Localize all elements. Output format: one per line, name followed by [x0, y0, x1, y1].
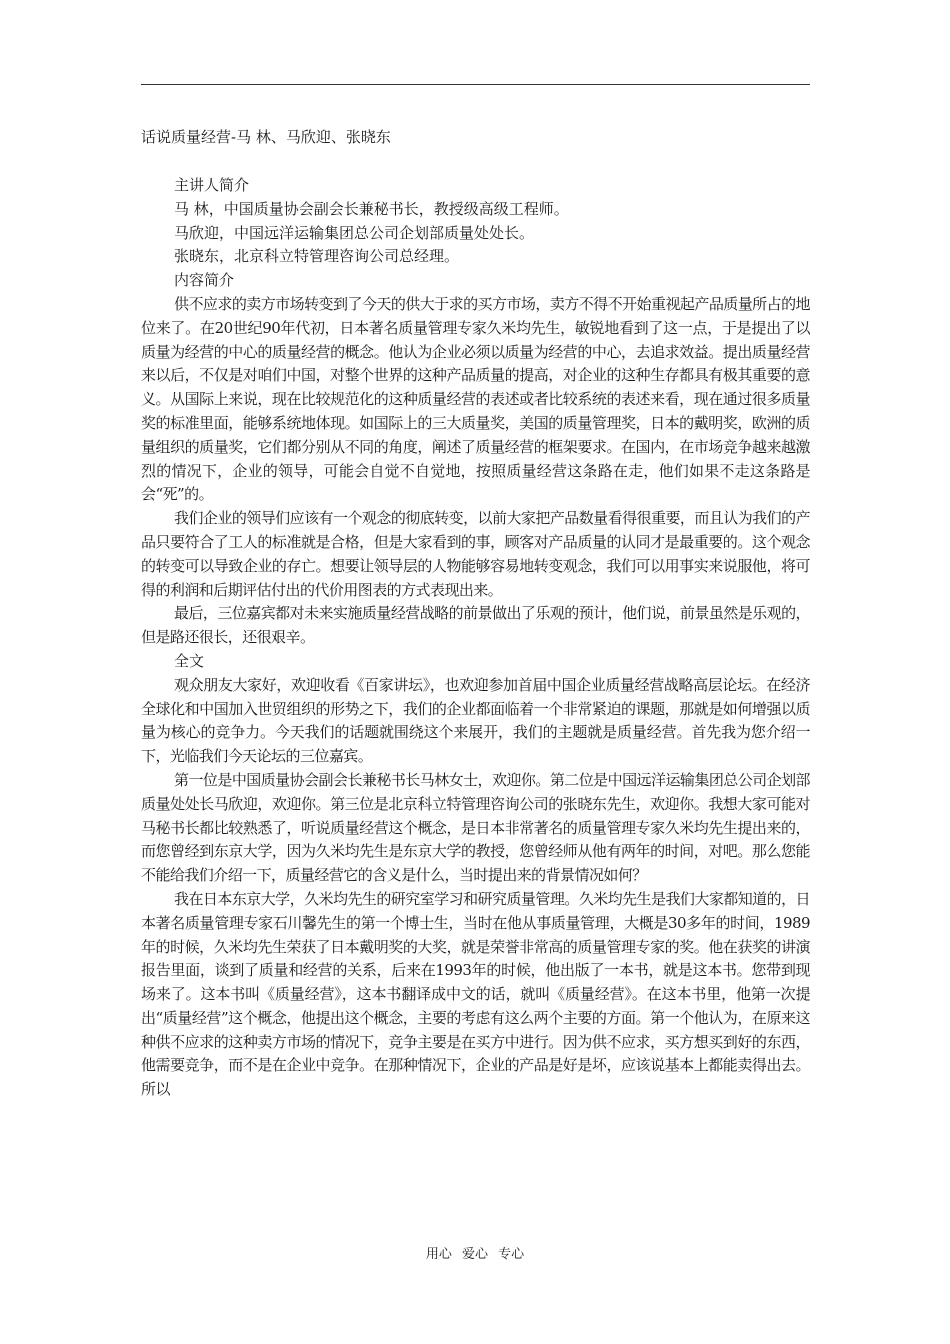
summary-paragraph: 最后，三位嘉宾都对未来实施质量经营战略的前景做出了乐观的预计，他们说，前景虽然是乐观的，但是路还很长，还很艰辛。 — [141, 604, 810, 647]
summary-heading: 内容简介 — [174, 271, 235, 290]
summary-paragraph: 我们企业的领导们应该有一个观念的彻底转变，以前大家把产品数量看得很重要，而且认为我们的产品只要符合了工人的标准就是合格，但是大家看到的事，顾客对产品质量的认同才是最重要的。这个观念的转变可以导致企业的存亡。想要让领导层的人物能够容易地转变观念，我们可以用事实来说服他，将可得的利润和后期评估付出的代价用图表的方式表现出来。 — [141, 509, 810, 599]
speaker-bio: 马欣迎，中国远洋运输集团总公司企划部质量处处长。 — [174, 223, 535, 242]
speakers-heading: 主讲人简介 — [174, 176, 250, 194]
fulltext-paragraph: 我在日本东京大学，久米均先生的研究室学习和研究质量管理。久米均先生是我们大家都知道的，日本著名质量管理专家石川馨先生的第一个博士生，当时在他从事质量管理，大概是30多年的时间，1989年的时候，久米均先生荣获了日本戴明奖的大奖，就是荣誉非常高的质量管理专家的奖。他在获奖的讲演报告里面，谈到了质量和经营的关系，后来在1993年的时候，他出版了一本书，就是这本书。您带到现场来了。这本书叫《质量经营》，这本书翻译成中文的话，就叫《质量经营》。在这本书里，他第一次提出“质量经营”这个概念，他提出这个概念，主要的考虑有这么两个主要的方面。第一个他认为，在原来这种供不应求的这种卖方市场的情况下，竞争主要是在买方中进行。因为供不应求，买方想买到好的东西，他需要竞争，而不是在企业中竞争。在那种情况下，企业的产品是好是坏，应该说基本上都能卖得出去。所以 — [141, 889, 810, 1099]
document-title: 话说质量经营-马 林、马欣迎、张晓东 — [141, 128, 391, 146]
fulltext-paragraph: 第一位是中国质量协会副会长兼秘书长马林女士，欢迎你。第二位是中国远洋运输集团总公司企划部质量处处长马欣迎，欢迎你。第三位是北京科立特管理咨询公司的张晓东先生，欢迎你。我想大家可能对马秘书长都比较熟悉了，听说质量经营这个概念，是日本非常著名的质量管理专家久米均先生提出来的，而您曾经到东京大学，因为久米均先生是东京大学的教授，您曾经师从他有两年的时间，对吧。那么您能不能给我们介绍一下，质量经营它的含义是什么，当时提出来的背景情况如何？ — [141, 770, 810, 885]
summary-paragraph: 供不应求的卖方市场转变到了今天的供大于求的买方市场，卖方不得不开始重视起产品质量所占的地位来了。在20世纪90年代初，日本著名质量管理专家久米均先生，敏锐地看到了这一点，于是提出了以质量为经营的中心的质量经营的概念。他认为企业必须以质量为经营的中心，去追求效益。提出质量经营来以后，不仅是对咱们中国，对整个世界的这种产品质量的提高，对企业的这种生存都具有极其重要的意义。从国际上来说，现在比较规范化的这种质量经营的表述或者比较系统的表述来看，现在通过很多质量奖的标准里面，能够系统地体现。如国际上的三大质量奖，美国的质量管理奖，日本的戴明奖，欧洲的质量组织的质量奖，它们都分别从不同的角度，阐述了质量经营的框架要求。在国内，在市场竞争越来越激烈的情况下，企业的领导，可能会自觉不自觉地，按照质量经营这条路在走，他们如果不走这条路是会“死”的。 — [141, 294, 810, 504]
fulltext-paragraph: 观众朋友大家好，欢迎收看《百家讲坛》，也欢迎参加首届中国企业质量经营战略高层论坛。在经济全球化和中国加入世贸组织的形势之下，我们的企业都面临着一个非常紧迫的课题，那就是如何增强以质量为核心的竞争力。今天我们的话题就围绕这个来展开，我们的主题就是质量经营。首先我为您介绍一下，光临我们今天论坛的三位嘉宾。 — [141, 675, 810, 766]
fulltext-heading: 全文 — [174, 651, 205, 670]
speaker-bio: 张晓东，北京科立特管理咨询公司总经理。 — [174, 247, 460, 266]
speaker-bio: 马 林，中国质量协会副会长兼秘书长，教授级高级工程师。 — [174, 199, 569, 218]
document-body — [141, 174, 810, 1102]
header-rule — [141, 84, 810, 85]
page-footer: 用心 爱心 专心 — [425, 1247, 525, 1262]
